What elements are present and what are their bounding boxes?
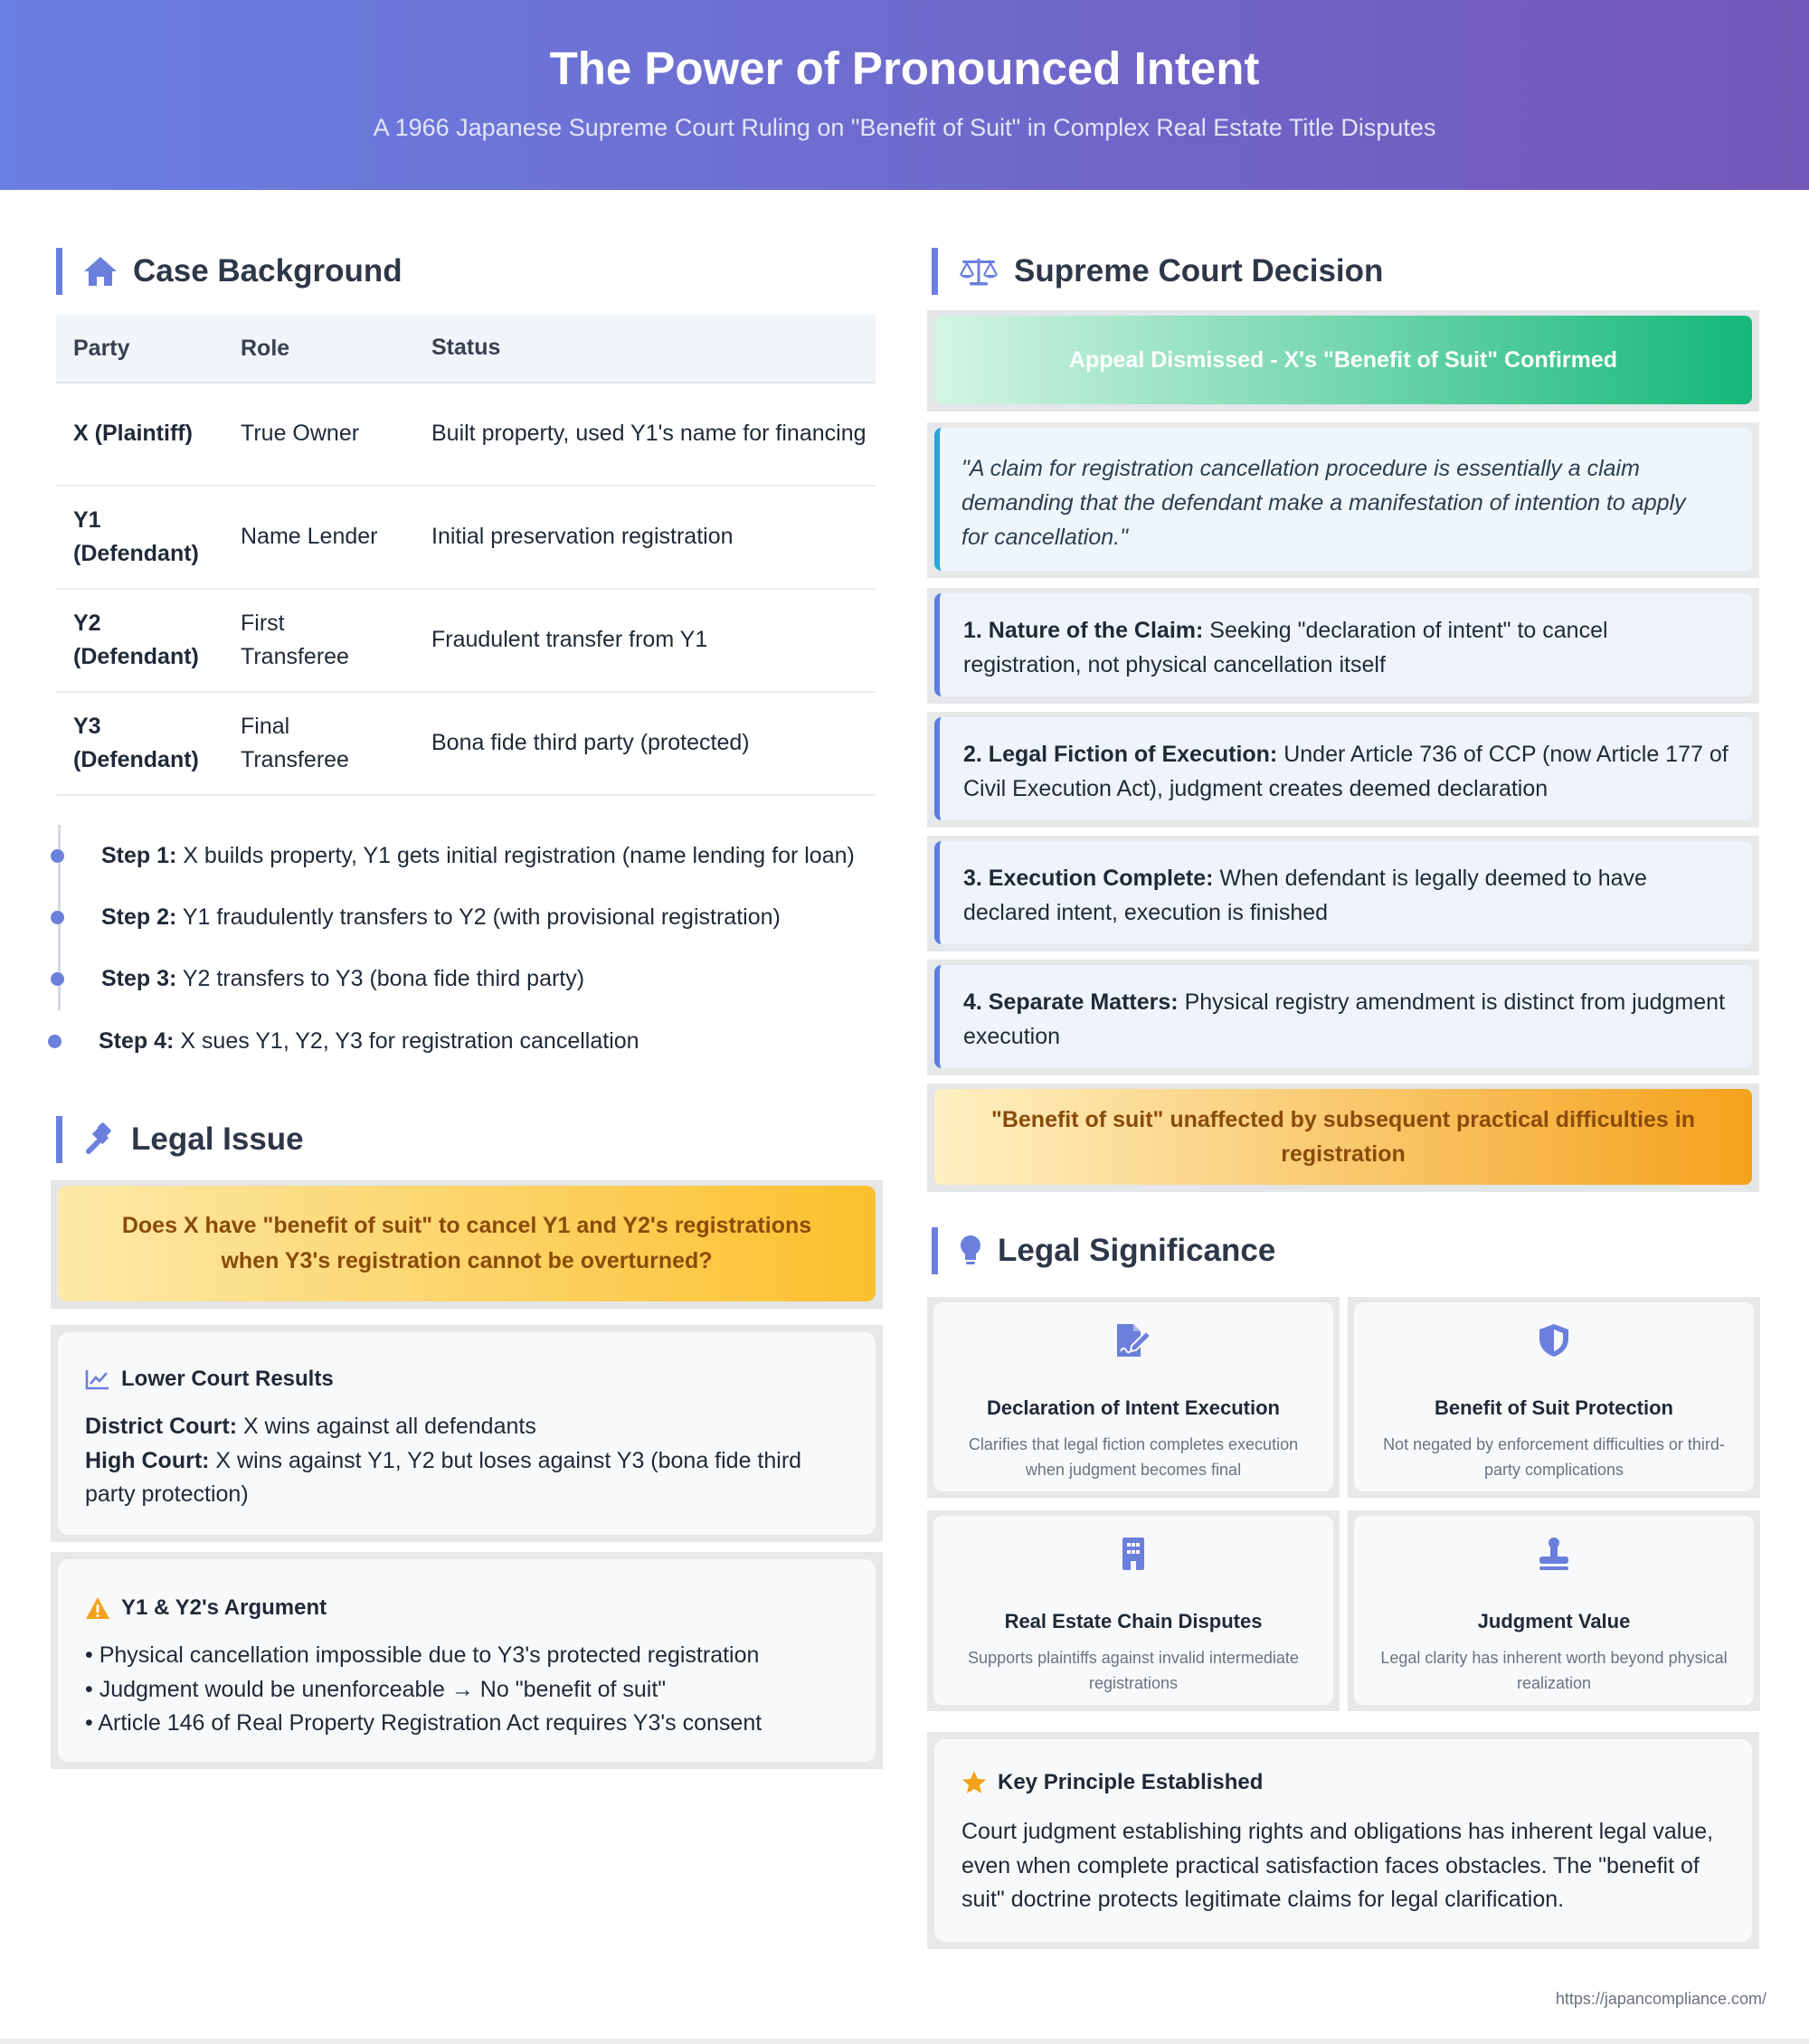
point-text: Seeking "declaration of intent" to cancel registration, not physical cancellation itself [963, 618, 1608, 677]
decision-point-body [934, 717, 1752, 820]
role-cell: Name Lender [241, 524, 378, 550]
significance-card-description: Not negated by enforcement difficulties or third-party complications [1383, 1435, 1725, 1479]
decision-point-body [934, 841, 1752, 944]
decision-point-body [934, 965, 1752, 1068]
timeline-step-text [101, 904, 781, 931]
column-header-party: Party [73, 335, 130, 361]
status-cell: Bona fide third party (protected) [431, 730, 750, 756]
step-description: Y2 transfers to Y3 (bona fide third party) [182, 965, 585, 991]
footer-divider [0, 2039, 1809, 2044]
point-label: 4. Separate Matters: [963, 989, 1179, 1015]
court-quote [927, 422, 1759, 578]
key-principle-text: Court judgment establishing rights and obligations has inherent legal value, even when complete practical satisfaction faces obstacles. The "benefit of suit" doctrine protects legitimate claims for legal clarification. [961, 1819, 1714, 1912]
significance-card-title: Real Estate Chain Disputes [1004, 1610, 1263, 1632]
decision-point [927, 960, 1759, 1075]
significance-card-body [933, 1302, 1333, 1491]
high-court-result [85, 1444, 854, 1512]
decision-point [927, 836, 1759, 951]
lightbulb-icon [958, 1234, 983, 1268]
party-table [56, 315, 876, 796]
card-title [961, 1770, 1263, 1795]
significance-card-title: Benefit of Suit Protection [1435, 1396, 1673, 1419]
point-label: 1. Nature of the Claim: [963, 618, 1204, 643]
decision-banner [927, 310, 1759, 412]
decision-point-body [934, 593, 1752, 696]
warning-icon [85, 1596, 110, 1620]
column-header-role: Role [241, 335, 290, 361]
page-header [0, 0, 1809, 190]
district-court-result [85, 1410, 854, 1444]
decision-banner-text: Appeal Dismissed - X's "Benefit of Suit" Confirmed [934, 316, 1752, 404]
point-text: Physical registry amendment is distinct from judgment execution [963, 989, 1726, 1049]
section-title-legal-issue [56, 1116, 304, 1163]
signature-icon [1113, 1322, 1153, 1358]
card-title-text: Key Principle Established [998, 1770, 1264, 1794]
section-title-text: Case Background [133, 253, 403, 289]
legal-question-box [51, 1180, 883, 1309]
timeline-step-text [101, 843, 855, 869]
result-text: X wins against all defendants [243, 1414, 536, 1439]
card-body [58, 1332, 876, 1535]
step-description: X sues Y1, Y2, Y3 for registration cancellation [180, 1027, 639, 1054]
section-title-case-background [56, 248, 403, 295]
decision-conclusion [927, 1084, 1759, 1192]
result-text: X wins against Y1, Y2 but loses against Y3 (bona fide third party protection) [85, 1447, 802, 1507]
section-title-decision [932, 248, 1383, 295]
timeline-dot [51, 972, 64, 986]
section-title-text: Legal Issue [131, 1121, 304, 1157]
section-title-text: Legal Significance [998, 1233, 1276, 1268]
step-label: Step 1: [101, 842, 177, 868]
argument-item: • Article 146 of Real Property Registration Act requires Y3's consent [85, 1710, 762, 1736]
argument-list [85, 1639, 854, 1741]
significance-card-title: Judgment Value [1477, 1610, 1631, 1632]
decision-point [927, 588, 1759, 704]
significance-card [927, 1510, 1340, 1711]
timeline-step [56, 837, 855, 874]
decision-conclusion-text: "Benefit of suit" unaffected by subsequent practical difficulties in registration [934, 1089, 1752, 1185]
stamp-icon [1534, 1536, 1574, 1572]
timeline-dot [51, 849, 64, 863]
step-label: Step 2: [101, 904, 177, 930]
result-label: High Court: [85, 1447, 210, 1473]
source-link[interactable]: https://japancompliance.com/ [1555, 1990, 1766, 2008]
significance-card-description: Clarifies that legal fiction completes execution when judgment becomes final [968, 1435, 1299, 1479]
key-principle-card [927, 1732, 1759, 1949]
star-icon [961, 1770, 987, 1795]
timeline-dot [48, 1035, 62, 1048]
step-description: X builds property, Y1 gets initial registration (name lending for loan) [183, 842, 855, 868]
status-cell: Fraudulent transfer from Y1 [431, 627, 708, 653]
timeline-dot [51, 911, 64, 924]
key-principle-body [934, 1739, 1752, 1942]
gavel-icon [82, 1122, 117, 1157]
table-row [56, 590, 876, 693]
shield-icon [1534, 1322, 1574, 1358]
scales-icon [958, 256, 999, 287]
significance-card-title: Declaration of Intent Execution [987, 1396, 1280, 1419]
table-row [56, 383, 876, 487]
lower-court-card [51, 1325, 883, 1542]
significance-card-description: Supports plaintiffs against invalid intermediate registrations [968, 1649, 1299, 1692]
party-cell: Y2 (Defendant) [73, 610, 199, 669]
card-title [85, 1367, 334, 1392]
significance-card-body [1354, 1516, 1754, 1705]
argument-card [51, 1552, 883, 1769]
significance-card [927, 1297, 1340, 1498]
party-cell: Y3 (Defendant) [73, 713, 199, 772]
timeline-step [56, 899, 781, 935]
point-label: 2. Legal Fiction of Execution: [963, 742, 1278, 767]
chart-line-icon [85, 1368, 110, 1390]
status-cell: Built property, used Y1's name for financing [431, 421, 867, 447]
card-title-text: Y1 & Y2's Argument [121, 1595, 327, 1620]
court-quote-text: "A claim for registration cancellation procedure is essentially a claim demanding that the defendant make a manifestation of intention to apply for cancellation." [934, 428, 1752, 571]
section-title-significance [932, 1227, 1275, 1274]
table-header [56, 315, 876, 383]
significance-card [1348, 1510, 1760, 1711]
significance-card-description: Legal clarity has inherent worth beyond physical realization [1380, 1649, 1728, 1692]
result-label: District Court: [85, 1414, 238, 1439]
card-title [85, 1595, 327, 1621]
timeline-step-text [99, 1028, 639, 1055]
card-title-text: Lower Court Results [121, 1367, 334, 1391]
significance-card-body [1354, 1302, 1754, 1491]
page-subtitle: A 1966 Japanese Supreme Court Ruling on "Benefit of Suit" in Complex Real Estate Title Disputes [373, 114, 1436, 141]
lower-court-results [85, 1410, 854, 1512]
page-title: The Power of Pronounced Intent [549, 43, 1260, 94]
decision-point [927, 712, 1759, 828]
timeline-step [56, 1023, 639, 1059]
argument-item: • Physical cancellation impossible due to Y3's protected registration [85, 1642, 760, 1668]
table-row [56, 487, 876, 590]
building-icon [1113, 1536, 1153, 1572]
party-cell: Y1 (Defendant) [73, 506, 199, 566]
column-header-status: Status [431, 335, 501, 361]
home-icon [82, 255, 118, 288]
step-label: Step 4: [99, 1027, 175, 1054]
point-label: 3. Execution Complete: [963, 866, 1214, 891]
significance-card [1348, 1297, 1760, 1498]
status-cell: Initial preservation registration [431, 524, 734, 550]
legal-question-text: Does X have "benefit of suit" to cancel Y1 and Y2's registrations when Y3's registration cannot be overturned? [58, 1186, 876, 1301]
timeline-step [56, 960, 584, 997]
section-title-text: Supreme Court Decision [1014, 253, 1384, 289]
step-label: Step 3: [101, 965, 177, 991]
table-row [56, 693, 876, 796]
role-cell: Final Transferee [241, 713, 349, 772]
role-cell: First Transferee [241, 610, 349, 669]
point-text: When defendant is legally deemed to have declared intent, execution is finished [963, 866, 1647, 925]
role-cell: True Owner [241, 421, 360, 447]
step-description: Y1 fraudulently transfers to Y2 (with provisional registration) [182, 904, 781, 930]
significance-card-body [933, 1516, 1333, 1705]
point-text: Under Article 736 of CCP (now Article 177 of Civil Execution Act), judgment creates deemed declaration [963, 742, 1728, 801]
case-timeline [56, 825, 879, 1087]
party-cell: X (Plaintiff) [73, 421, 193, 447]
argument-item: • Judgment would be unenforceable → No "benefit of suit" [85, 1676, 667, 1702]
timeline-step-text [101, 966, 584, 992]
card-body [58, 1559, 876, 1762]
